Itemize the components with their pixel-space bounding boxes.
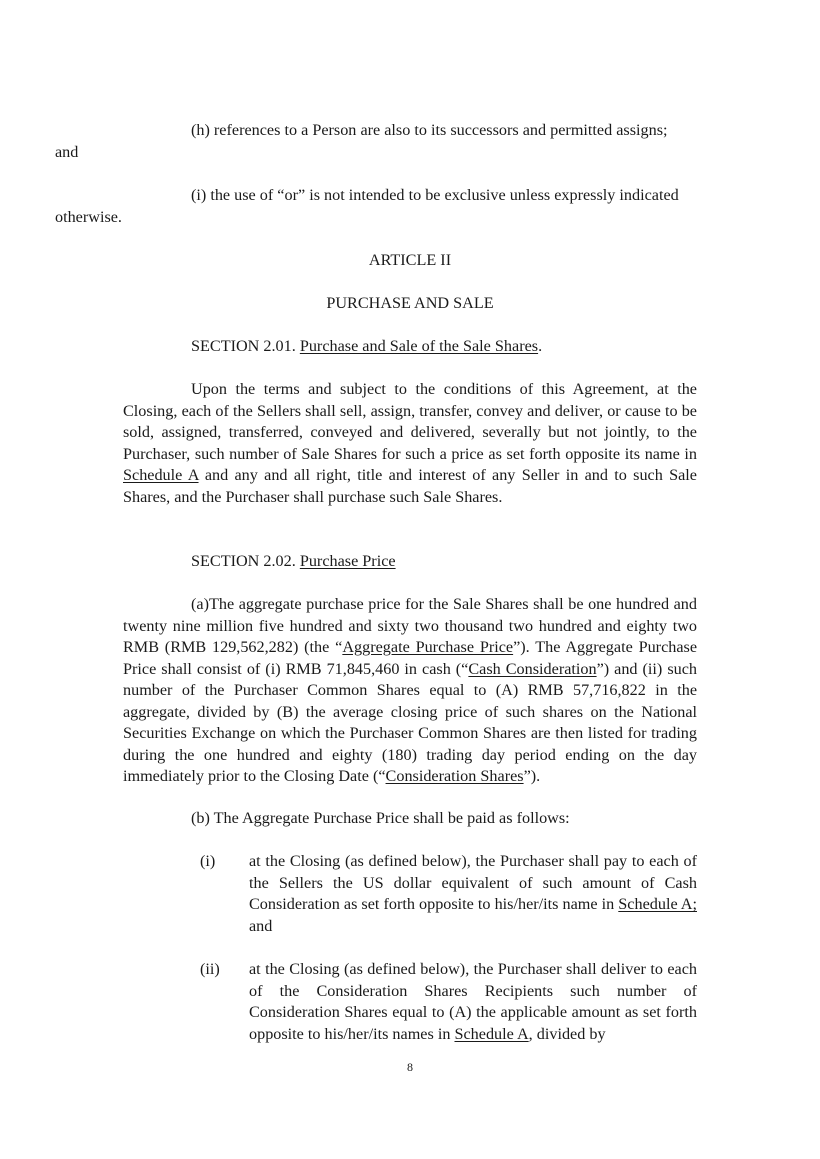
schedule-a-link[interactable]: Schedule A [123,466,199,484]
section-2-02-a [123,594,697,788]
body-text: ”). The Aggregate Purchase Price shall consist of (i) RMB 71,845,460 in cash (“ [123,638,698,678]
article-title: PURCHASE AND SALE [326,294,494,312]
article-number: ARTICLE II [368,251,452,269]
body-text: Upon the terms and subject to the conditions of this Agreement, at the Closing, each of the Sellers shall sell, assign, transfer, convey and deliver, or cause to be sold, assigned, transferred, conveyed and delivered, severally but not jointly, to the Purchaser, such number of Sale Shares for such a price as set forth opposite its name in [123,380,697,463]
body-text: and any and all right, title and interest of any Seller in and to such Sale Shares, and the Purchaser shall purchase such Sale Shares. [123,466,697,506]
body-text: at the Closing (as defined below), the Purchaser shall pay to each of the Sellers the US dollar equivalent of such amount of Cash Consideration as set forth opposite to his/her/its name in [249,852,697,913]
defined-term-consideration-shares: Consideration Shares [385,767,524,785]
schedule-a-link[interactable]: Schedule A; [618,895,697,913]
section-2-01-heading [123,336,697,358]
clause-i-continuation: otherwise. [55,207,122,226]
defined-term-cash-consideration: Cash Consideration [468,659,597,678]
clause-i-line: (i) the use of “or” is not intended to be exclusive unless expressly indicated [191,186,679,204]
list-item-text [249,959,697,1045]
list-item-number: (ii) [200,960,220,978]
defined-term-aggregate-purchase-price: Aggregate Purchase Price [342,638,514,656]
page-number: 8 [407,1060,413,1074]
body-text: at the Closing (as defined below), the Purchaser shall deliver to each of the Consideration Shares Recipients such number of Consideration Shares equal to (A) the applicable amount as set forth opposite to his/her/its names in [249,960,697,1043]
section-label: SECTION 2.02. [191,552,296,570]
clause-h-line: (h) references to a Person are also to its successors and permitted assigns; [191,121,668,139]
schedule-a-link[interactable]: Schedule A [454,1024,529,1043]
body-text: ”). [523,767,541,785]
section-2-02-heading [123,551,697,573]
body-text: (a)The aggregate purchase price for the Sale Shares shall be one hundred and twenty nine million five hundred and sixty two thousand two hundred and eighty two RMB (RMB 129,562,282) (the “ [123,595,697,656]
section-title: Purchase Price [299,552,396,570]
clause-h-continuation: and [55,142,79,161]
body-text: ”) and (ii) such number of the Purchaser Common Shares equal to (A) RMB 57,716,822 in the aggregate, divided by (B) the average closing price of such shares on the National Securities Exchange on which the Purchaser Common Shares are then listed for trading during the one hundred and eighty (180) trading day period ending on the day immediately prior to the Closing Date (“ [123,659,697,785]
body-text: and [249,916,273,935]
list-item-text [249,851,697,937]
section-2-02-b: (b) The Aggregate Purchase Price shall be paid as follows: [191,809,570,827]
section-title: Purchase and Sale of the Sale Shares [299,337,539,355]
section-2-01-body [123,379,697,508]
clause-h [55,120,697,163]
section-label: SECTION 2.01. [191,337,296,355]
clause-i [55,185,697,228]
list-item-number: (i) [200,852,216,870]
section-title-period: . [538,337,543,355]
body-text: , divided by [528,1024,606,1043]
